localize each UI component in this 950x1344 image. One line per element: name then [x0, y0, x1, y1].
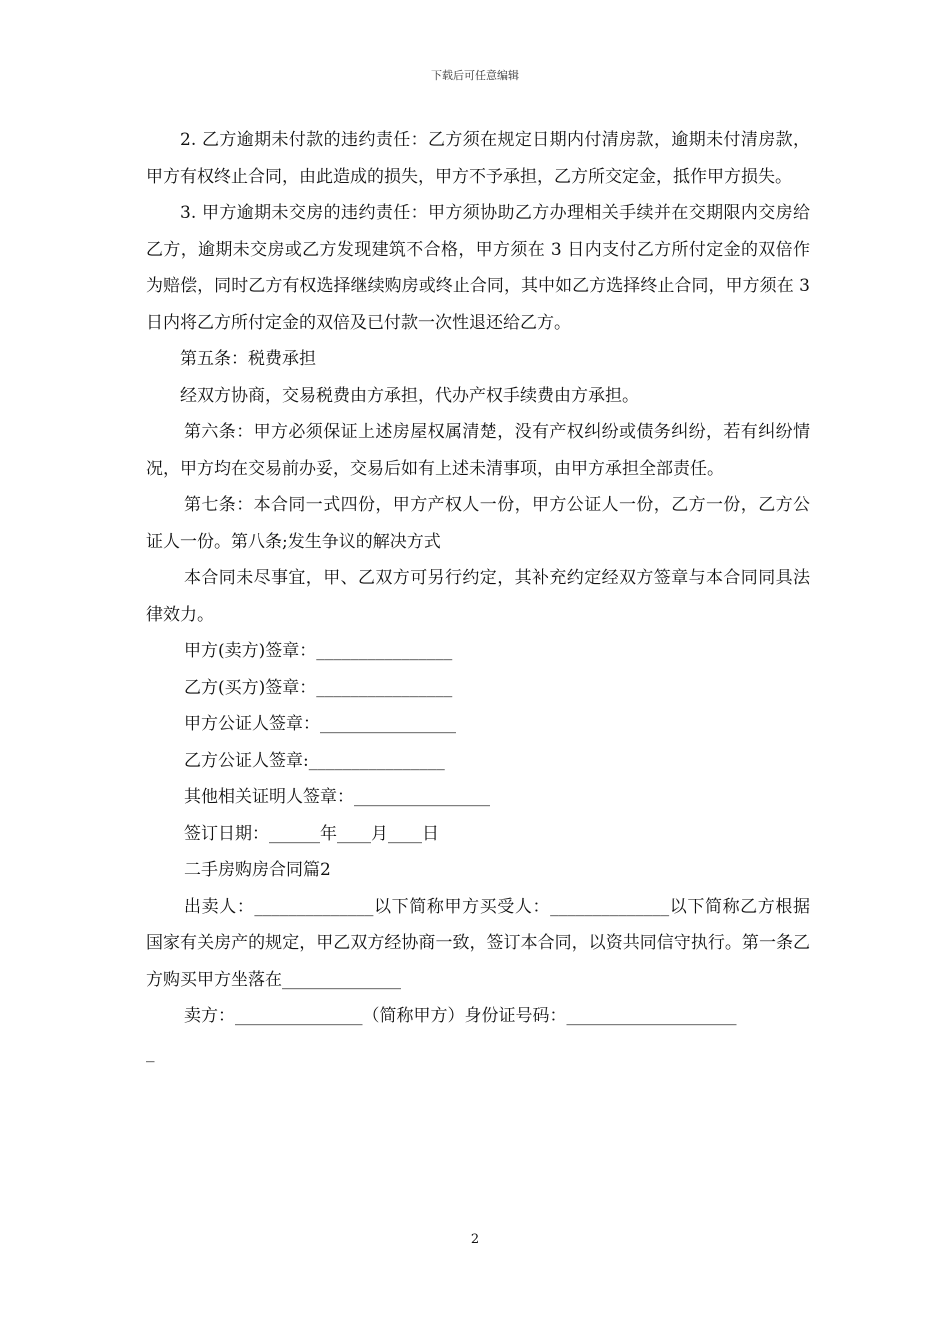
section-title: 二手房购房合同篇2	[184, 860, 331, 880]
seller-id-line: 卖方：_______________（简称甲方）身份证号码：____________________	[184, 1006, 737, 1026]
signing-date-line: 签订日期：______年____月____日	[184, 823, 439, 844]
article-7-paragraph: 第七条：本合同一式四份，甲方产权人一份，甲方公证人一份，乙方一份，乙方公证人一份。第八条;发生争议的解决方式	[146, 495, 810, 552]
document-body	[146, 122, 810, 1071]
witness-signature-line: 其他相关证明人签章：________________	[184, 787, 490, 807]
seller-notary-signature-line: 甲方公证人签章：________________	[184, 714, 456, 734]
page-number: 2	[470, 1232, 480, 1247]
article-5-heading: 第五条：税费承担	[180, 349, 316, 369]
clause-2-paragraph: 2. 乙方逾期未付款的违约责任：乙方须在规定日期内付清房款，逾期未付清房款，甲方有权终止合同，由此造成的损失，甲方不予承担，乙方所交定金，抵作甲方损失。	[146, 130, 810, 187]
trailing-underscore: _	[146, 1042, 155, 1063]
parties-paragraph: 出卖人：______________以下简称甲方买受人：______________以下简称乙方根据国家有关房产的规定，甲乙双方经协商一致，签订本合同，以资共同信守执行。第一条乙方购买甲方坐落在______________	[146, 896, 810, 990]
article-6-paragraph: 第六条：甲方必须保证上述房屋权属清楚，没有产权纠纷或债务纠纷，若有纠纷情况，甲方均在交易前办妥，交易后如有上述未清事项，由甲方承担全部责任。	[146, 422, 810, 479]
supplement-paragraph: 本合同未尽事宜，甲、乙双方可另行约定，其补充约定经双方签章与本合同同具法律效力。	[146, 568, 810, 625]
clause-3-paragraph: 3. 甲方逾期未交房的违约责任：甲方须协助乙方办理相关手续并在交期限内交房给乙方，逾期未交房或乙方发现建筑不合格，甲方须在 3 日内支付乙方所付定金的双倍作为赔偿，同时乙方有权选择继续购房或终止合同，其中如乙方选择终止合同，甲方须在 3 日内将乙方所付定金的双倍及已付款一次性退还给乙方。	[146, 203, 810, 333]
seller-signature-line: 甲方(卖方)签章：________________	[184, 641, 453, 661]
buyer-signature-line: 乙方(买方)签章：________________	[184, 677, 453, 698]
page-header: 下载后可任意编辑	[431, 69, 519, 82]
buyer-notary-signature-line: 乙方公证人签章:________________	[184, 750, 445, 771]
article-5-body: 经双方协商，交易税费由方承担，代办产权手续费由方承担。	[180, 385, 639, 406]
